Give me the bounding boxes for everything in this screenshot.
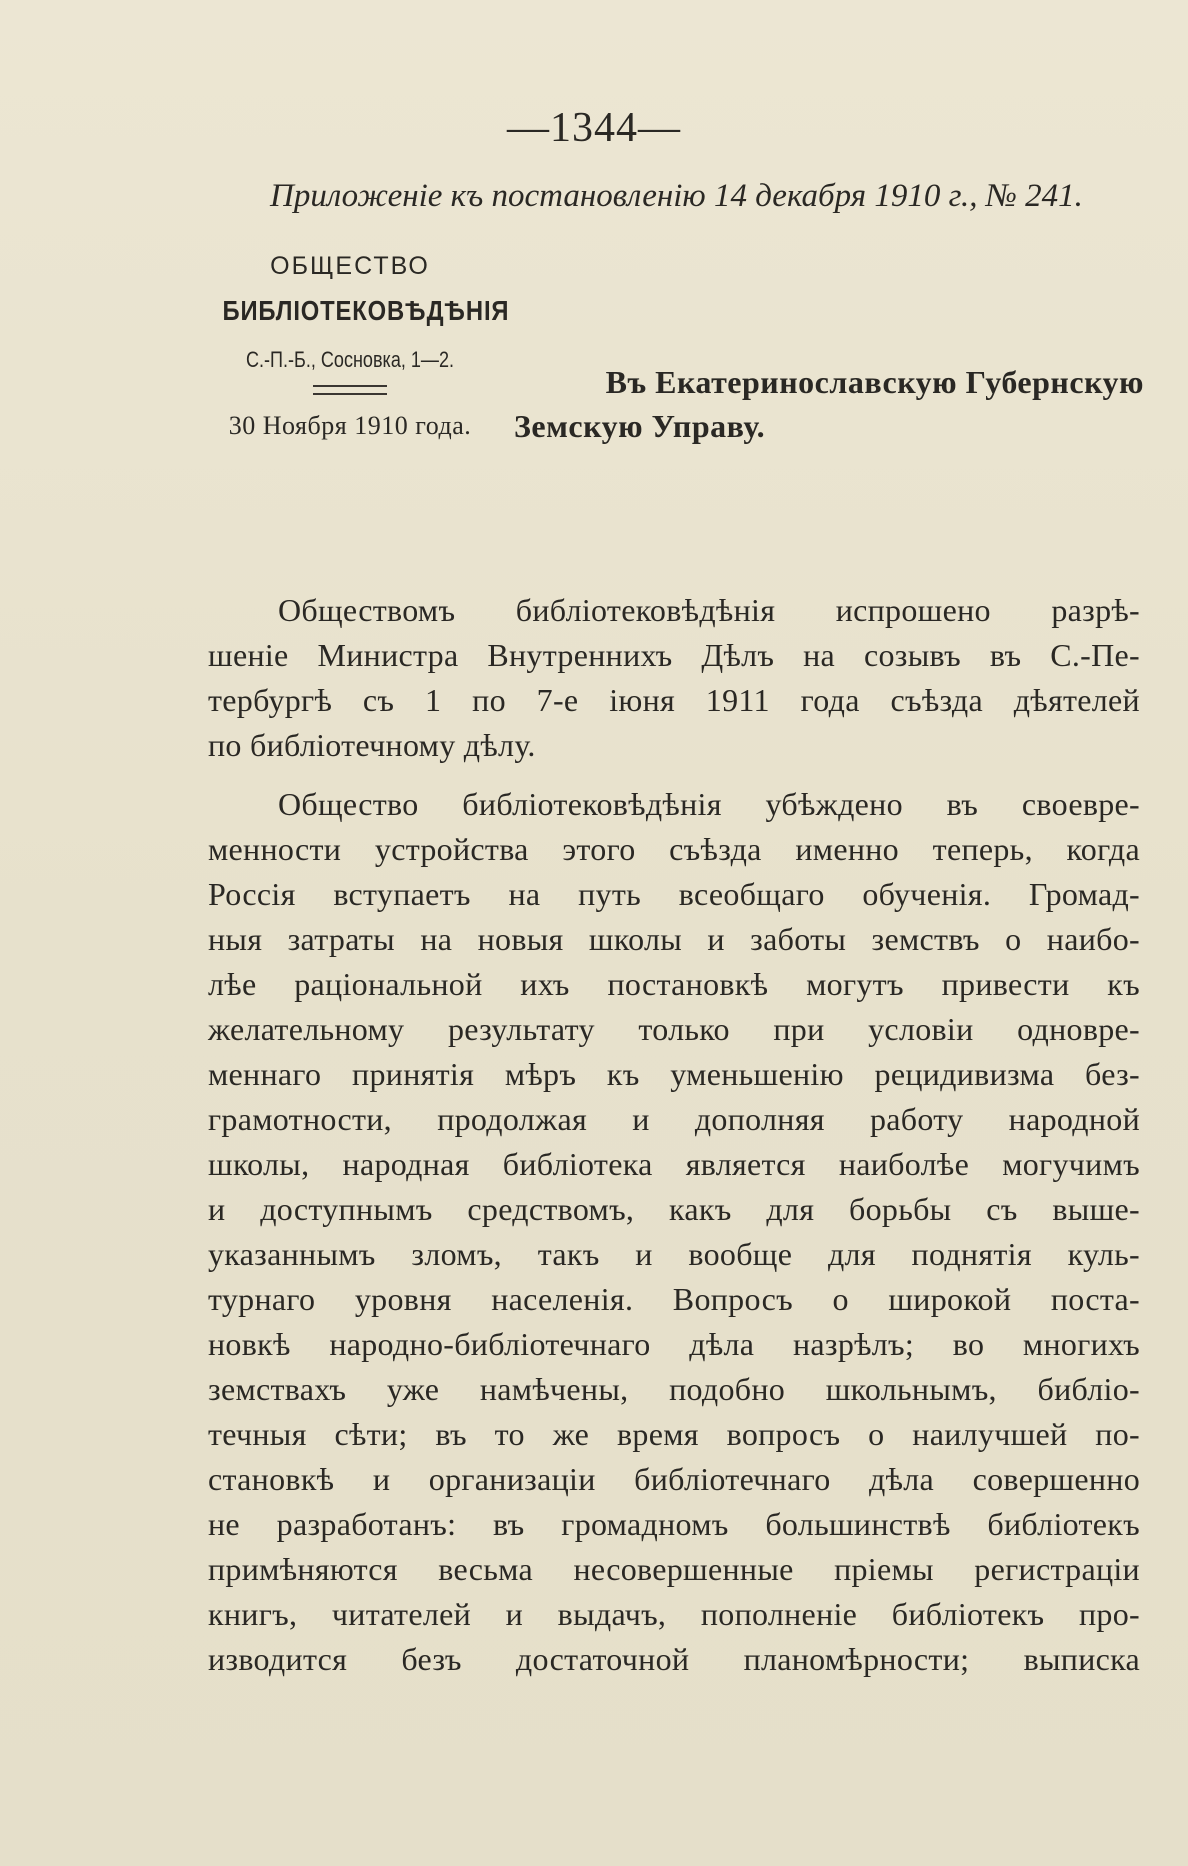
text-line: тербургѣ съ 1 по 7-е iюня 1911 года съѣзда дѣятелей — [208, 682, 1140, 718]
text-line: ныя затраты на новыя школы и заботы земствъ о наибо- — [208, 921, 1140, 957]
text-line: Общество библiотековѣдѣнiя убѣждено въ своевре- — [278, 786, 1140, 822]
text-line: новкѣ народно-библiотечнаго дѣла назрѣлъ; во многихъ — [208, 1326, 1140, 1362]
letter-body — [208, 588, 1140, 1682]
text-line: не разработанъ: въ громадномъ большинствѣ библiотекъ — [208, 1506, 1140, 1542]
text-line: книгъ, читателей и выдачъ, пополненiе библiотекъ про- — [208, 1596, 1140, 1632]
text-line: грамотности, продолжая и дополняя работу народной — [208, 1101, 1140, 1137]
sender-org: ОБЩЕСТВО — [270, 252, 430, 280]
text-line: и доступнымъ средствомъ, какъ для борьбы съ выше- — [208, 1191, 1140, 1227]
text-line: менности устройства этого съѣзда именно теперь, когда — [208, 831, 1140, 867]
text-line: течныя сѣти; въ то же время вопросъ о наилучшей по- — [208, 1416, 1140, 1452]
text-line: школы, народная библiотека является наиболѣе могучимъ — [208, 1146, 1140, 1182]
text-line: изводится безъ достаточной планомѣрности; выписка — [208, 1641, 1140, 1677]
sender-block — [200, 252, 510, 441]
text-line: становкѣ и организацiи библiотечнаго дѣла совершенно — [208, 1461, 1140, 1497]
addressee-line-1: Въ Екатеринославскую Губернскую — [605, 364, 1144, 400]
text-line: турнаго уровня населенiя. Вопросъ о широкой поста- — [208, 1281, 1140, 1317]
text-line: Россiя вступаетъ на путь всеобщаго обученiя. Громад- — [208, 876, 1140, 912]
text-line: желательному результату только при условiи одновре- — [208, 1011, 1140, 1047]
page-number: —1344— — [507, 105, 681, 151]
text-line: по библiотечному дѣлу. — [208, 727, 536, 763]
text-line: лѣе рацiональной ихъ постановкѣ могутъ привести къ — [208, 966, 1140, 1002]
text-line: меннаго принятiя мѣръ къ уменьшенiю рецидивизма без- — [208, 1056, 1140, 1092]
text-line: Обществомъ библiотековѣдѣнiя испрошено разрѣ- — [278, 592, 1140, 628]
text-line: земствахъ уже намѣчены, подобно школьнымъ, библiо- — [208, 1371, 1140, 1407]
paragraph-2 — [208, 782, 1140, 1682]
appendix-subtitle: Приложенiе къ постановленiю 14 декабря 1910 г., № 241. — [270, 178, 1083, 214]
text-line: шенiе Министра Внутреннихъ Дѣлъ на созывъ въ С.-Пе- — [208, 637, 1140, 673]
double-rule-divider — [313, 385, 387, 395]
paragraph-gap — [208, 768, 1140, 782]
text-line: указаннымъ зломъ, такъ и вообще для поднятiя куль- — [208, 1236, 1140, 1272]
addressee-line-2: Земскую Управу. — [514, 408, 766, 444]
sender-name: БИБЛIОТЕКОВѢДѢНIЯ — [222, 295, 510, 326]
sender-address: С.-П.-Б., Сосновка, 1—2. — [245, 347, 455, 372]
addressee-block — [514, 360, 1144, 448]
paragraph-1 — [208, 588, 1140, 768]
sender-date: 30 Ноября 1910 года. — [228, 411, 472, 440]
text-line: примѣняются весьма несовершенные прiемы регистрацiи — [208, 1551, 1140, 1587]
